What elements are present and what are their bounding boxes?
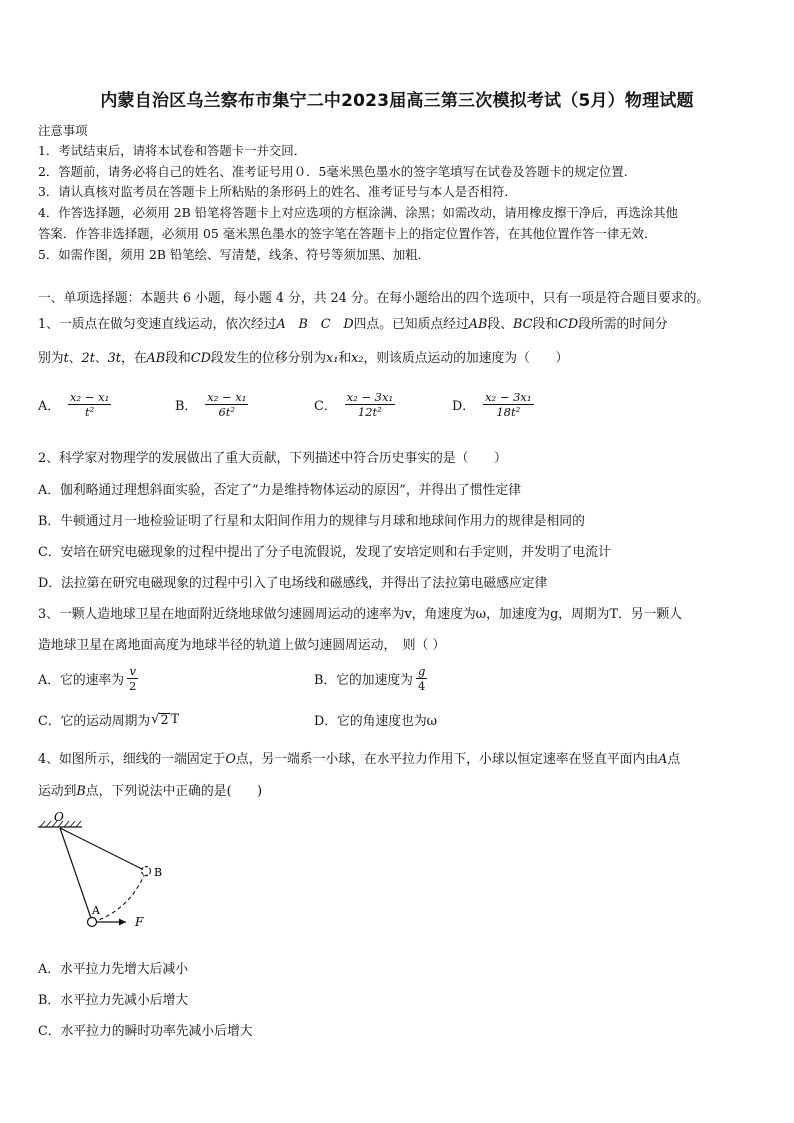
denominator: 4 bbox=[418, 679, 426, 693]
note-item: 5．如需作图，须用 2B 铅笔绘、写清楚，线条、符号等须加黑、加粗． bbox=[38, 247, 431, 262]
numerator: x₂ − x₁ bbox=[70, 390, 110, 404]
option-a[interactable] bbox=[38, 664, 138, 693]
text: 段发生的位移分别为 bbox=[210, 351, 327, 366]
fraction bbox=[205, 390, 248, 419]
option-label: D． bbox=[452, 399, 476, 414]
denominator: 12t² bbox=[357, 405, 382, 419]
question-1-stem-line1 bbox=[38, 313, 668, 332]
question-3-stem-line1: 3、一颗人造地球卫星在地面附近绕地球做匀速圆周运动的速率为v，角速度为ω，加速度为g，周期为T．另一颗人 bbox=[38, 607, 682, 622]
denominator: 2 bbox=[129, 679, 137, 693]
label-o: O bbox=[54, 810, 64, 824]
notes-heading: 注意事项 bbox=[38, 123, 88, 138]
question-3-stem-line2: 造地球卫星在离地面高度为地球半径的轨道上做匀速圆周运动， 则（ ） bbox=[38, 638, 446, 653]
option-d[interactable] bbox=[452, 390, 534, 419]
point-label: B bbox=[76, 784, 86, 799]
option-b[interactable]: B．水平拉力先减小后增大 bbox=[38, 993, 189, 1008]
text: 段和 bbox=[165, 351, 191, 366]
ball-a bbox=[88, 918, 97, 927]
question-2-stem: 2、科学家对物理学的发展做出了重大贡献，下列描述中符合历史事实的是（ ） bbox=[38, 451, 507, 466]
text: 、 bbox=[94, 351, 108, 366]
point-label: O bbox=[225, 752, 236, 767]
radicand: 2 bbox=[160, 713, 169, 728]
fraction bbox=[345, 390, 395, 419]
time-value: 2t bbox=[81, 351, 95, 366]
page-title: 内蒙自治区乌兰察布市集宁二中2023届高三第三次模拟考试（5月）物理试题 bbox=[100, 91, 694, 111]
ball-b bbox=[142, 867, 151, 876]
text: 运动到 bbox=[38, 784, 77, 799]
numerator: x₂ − 3x₁ bbox=[346, 390, 394, 404]
option-c[interactable]: C．安培在研究电磁现象的过程中提出了分子电流假说，发现了安培定则和右手定则，并发明了电流计 bbox=[38, 545, 611, 560]
segment-label: CD bbox=[558, 317, 579, 332]
text: 、 bbox=[68, 351, 82, 366]
fraction bbox=[483, 390, 533, 419]
option-text: A．它的速率为 bbox=[38, 673, 125, 688]
points-label: A B C D bbox=[276, 317, 354, 332]
option-d[interactable]: D．法拉第在研究电磁现象的过程中引入了电场线和磁感线，并得出了法拉第电磁感应定律 bbox=[38, 576, 548, 591]
option-b[interactable] bbox=[314, 664, 427, 693]
label-f: F bbox=[135, 915, 144, 929]
option-a[interactable]: A．伽利略通过理想斜面实验，否定了“力是维持物体运动的原因”，并得出了惯性定律 bbox=[38, 483, 522, 498]
option-label: B． bbox=[175, 399, 198, 414]
numerator: g bbox=[417, 664, 426, 678]
note-item: 4．作答选择题，必须用 2B 铅笔将答题卡上对应选项的方框涂满、涂黑；如需改动，请用橡皮擦干净后，再选涂其他 bbox=[38, 205, 678, 220]
option-text: T bbox=[170, 712, 180, 727]
numerator: x₂ − 3x₁ bbox=[485, 390, 532, 404]
time-value: 3t bbox=[107, 351, 121, 366]
option-a[interactable] bbox=[38, 390, 111, 419]
text: 4、如图所示，细线的一端固定于 bbox=[38, 752, 226, 767]
option-d[interactable]: D．它的角速度也为ω bbox=[314, 714, 438, 729]
note-item: 答案．作答非选择题，必须用 05 毫米黑色墨水的签字笔在答题卡上的指定位置作答，在其他位置作答一律无效． bbox=[38, 226, 657, 241]
option-b[interactable] bbox=[175, 390, 248, 419]
denominator: t² bbox=[85, 405, 95, 419]
fraction bbox=[68, 390, 111, 419]
question-4-stem-line1 bbox=[38, 748, 680, 767]
denominator: 6t² bbox=[218, 405, 236, 419]
question-4-stem-line2 bbox=[38, 780, 262, 799]
text: 段和 bbox=[532, 317, 559, 332]
numerator: v bbox=[129, 664, 136, 678]
question-1-stem-line2 bbox=[38, 347, 568, 366]
option-a[interactable]: A．水平拉力先增大后减小 bbox=[38, 962, 189, 977]
text: 段所需的时间分 bbox=[578, 317, 668, 332]
option-c[interactable]: C．水平拉力的瞬时功率先减小后增大 bbox=[38, 1024, 253, 1039]
note-item: 2．答题前，请务必将自己的姓名、准考证号用０．5毫米黑色墨水的签字笔填写在试卷及答题卡的规定位置． bbox=[38, 164, 637, 179]
numerator: x₂ − x₁ bbox=[207, 390, 247, 404]
displacement-label: x₂ bbox=[351, 351, 364, 366]
displacement-label: x₁ bbox=[326, 351, 339, 366]
fraction bbox=[416, 664, 427, 693]
fraction bbox=[127, 664, 138, 693]
point-label: A bbox=[658, 752, 668, 767]
label-a: A bbox=[92, 904, 100, 917]
option-label: A． bbox=[38, 399, 61, 414]
text: 和 bbox=[338, 351, 352, 366]
text: 点 bbox=[667, 752, 681, 767]
text: 点，另一端系一小球，在水平拉力作用下，小球以恒定速率在竖直平面内由 bbox=[235, 752, 659, 767]
segment-label: CD bbox=[190, 351, 211, 366]
option-text: C．它的运动周期为 bbox=[38, 714, 151, 729]
denominator: 18t² bbox=[496, 405, 521, 419]
option-label: C． bbox=[314, 399, 337, 414]
radical-sign: √ bbox=[151, 712, 160, 727]
text: ，则该质点运动的加速度为（ ） bbox=[363, 351, 569, 366]
text: 段、 bbox=[487, 317, 514, 332]
text: 别为 bbox=[38, 351, 64, 366]
text: 点，下列说法中正确的是( ) bbox=[85, 784, 263, 799]
segment-label: AB bbox=[146, 351, 166, 366]
text: 1、一质点在做匀变速直线运动，依次经过 bbox=[38, 317, 277, 332]
pendulum-figure bbox=[30, 810, 190, 940]
text: 四点。已知质点经过 bbox=[353, 317, 469, 332]
option-text: B．它的加速度为 bbox=[314, 673, 413, 688]
option-b[interactable]: B．牛顿通过月一地检验证明了行星和太阳间作用力的规律与月球和地球间作用力的规律是相同的 bbox=[38, 514, 585, 529]
note-item: 3．请认真核对监考员在答题卡上所粘贴的条形码上的姓名、准考证号与本人是否相符． bbox=[38, 184, 517, 199]
segment-label: BC bbox=[513, 317, 533, 332]
sqrt-symbol bbox=[151, 712, 169, 727]
label-b: B bbox=[154, 866, 163, 879]
option-c[interactable] bbox=[38, 710, 179, 729]
force-arrow-head bbox=[119, 919, 126, 926]
text: ，在 bbox=[120, 351, 147, 366]
note-item: 1．考试结束后，请将本试卷和答题卡一并交回． bbox=[38, 143, 307, 158]
section-heading: 一、单项选择题：本题共 6 小题，每小题 4 分，共 24 分。在每小题给出的四个选项中，只有一项是符合题目要求的。 bbox=[38, 291, 710, 306]
time-value: t bbox=[63, 351, 69, 366]
segment-label: AB bbox=[468, 317, 488, 332]
option-c[interactable] bbox=[314, 390, 395, 419]
